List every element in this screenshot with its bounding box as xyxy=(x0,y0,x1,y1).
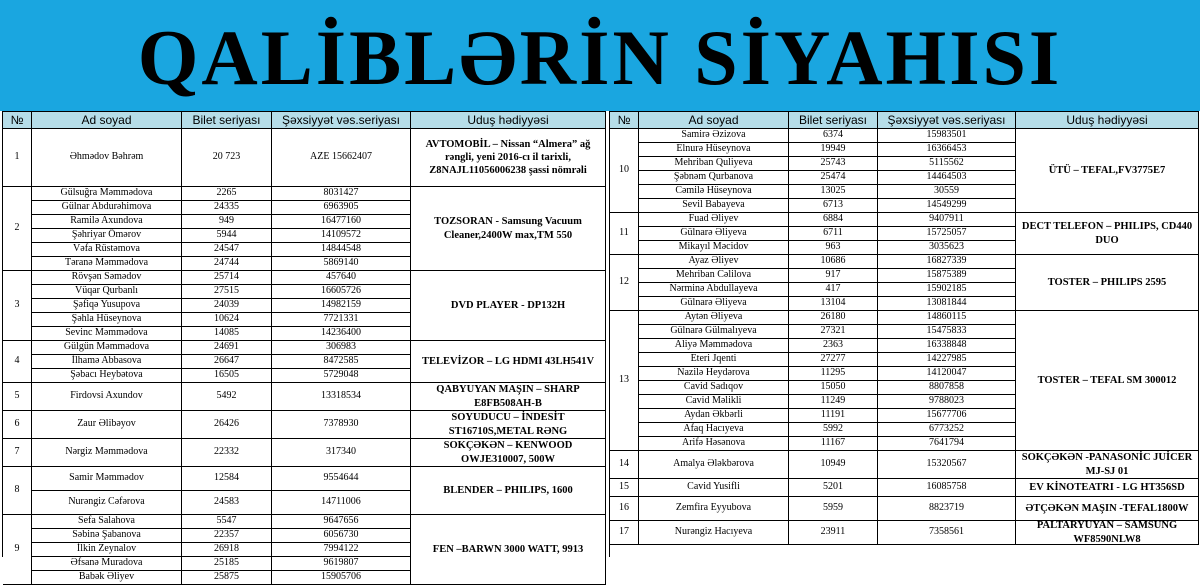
ticket-series: 26918 xyxy=(182,543,272,557)
group-number: 2 xyxy=(3,187,32,271)
winner-name: Şəhriyar Ömərov xyxy=(32,229,182,243)
id-series: 3035623 xyxy=(878,241,1016,255)
winner-name: Mehriban Quliyeva xyxy=(639,157,789,171)
id-series: 15902185 xyxy=(878,283,1016,297)
ticket-series: 5992 xyxy=(789,423,878,437)
winner-name: Fuad Əliyev xyxy=(639,213,789,227)
header-prize: Uduş hədiyyəsi xyxy=(411,112,606,129)
ticket-series: 26426 xyxy=(182,411,272,439)
ticket-series: 6374 xyxy=(789,129,878,143)
group-number: 11 xyxy=(610,213,639,255)
winner-name: İlhamə Abbasova xyxy=(32,355,182,369)
id-series: 9788023 xyxy=(878,395,1016,409)
prize: ÜTÜ – TEFAL,FV3775E7 xyxy=(1016,129,1199,213)
winners-table-right xyxy=(609,111,1199,557)
winner-name: Sefa Salahova xyxy=(32,515,182,529)
winner-name: Nərminə Abdullayeva xyxy=(639,283,789,297)
winner-name: Firdovsi Axundov xyxy=(32,383,182,411)
group-number: 7 xyxy=(3,439,32,467)
ticket-series: 10624 xyxy=(182,313,272,327)
id-series: 15725057 xyxy=(878,227,1016,241)
id-series: 9647656 xyxy=(272,515,411,529)
winner-name: Rövşən Səmədov xyxy=(32,271,182,285)
header-ticket-series: Bilet seriyası xyxy=(789,112,878,129)
winner-name: Şəbnəm Qurbanova xyxy=(639,171,789,185)
ticket-series: 27277 xyxy=(789,353,878,367)
id-series: 16338848 xyxy=(878,339,1016,353)
id-series: 16827339 xyxy=(878,255,1016,269)
ticket-series: 27515 xyxy=(182,285,272,299)
id-series: 7994122 xyxy=(272,543,411,557)
ticket-series: 917 xyxy=(789,269,878,283)
winner-name: Zaur Əlibəyov xyxy=(32,411,182,439)
header-name: Ad soyad xyxy=(639,112,789,129)
title-banner xyxy=(0,0,1200,111)
id-series: 7378930 xyxy=(272,411,411,439)
group-number: 14 xyxy=(610,451,639,479)
ticket-series: 5201 xyxy=(789,479,878,497)
ticket-series: 25474 xyxy=(789,171,878,185)
winner-name: Ayaz Əliyev xyxy=(639,255,789,269)
id-series: 5115562 xyxy=(878,157,1016,171)
id-series: 6963905 xyxy=(272,201,411,215)
ticket-series: 19949 xyxy=(789,143,878,157)
ticket-series: 6884 xyxy=(789,213,878,227)
group-number: 3 xyxy=(3,271,32,341)
header-prize: Uduş hədiyyəsi xyxy=(1016,112,1199,129)
id-series: 15475833 xyxy=(878,325,1016,339)
ticket-series: 13025 xyxy=(789,185,878,199)
id-series: 13081844 xyxy=(878,297,1016,311)
winner-name: Vüqar Qurbanlı xyxy=(32,285,182,299)
winner-name: Amalya Ələkbərova xyxy=(639,451,789,479)
winner-name: Babək Əliyev xyxy=(32,571,182,585)
ticket-series: 25743 xyxy=(789,157,878,171)
group-number: 12 xyxy=(610,255,639,311)
id-series: 30559 xyxy=(878,185,1016,199)
id-series: 6056730 xyxy=(272,529,411,543)
prize: QABYUYAN MAŞIN – SHARP E8FB508AH-B xyxy=(411,383,606,411)
winner-name: Sevil Babayeva xyxy=(639,199,789,213)
winner-name: Əhmədov Bəhrəm xyxy=(32,129,182,187)
winner-name: Zemfira Eyyubova xyxy=(639,497,789,521)
ticket-series: 25875 xyxy=(182,571,272,585)
id-series: 14711006 xyxy=(272,491,411,515)
group-number: 17 xyxy=(610,521,639,545)
ticket-series: 5959 xyxy=(789,497,878,521)
ticket-series: 16505 xyxy=(182,369,272,383)
ticket-series: 24547 xyxy=(182,243,272,257)
winner-name: Səbinə Şabanova xyxy=(32,529,182,543)
winner-name: Sevinc Məmmədova xyxy=(32,327,182,341)
group-number: 10 xyxy=(610,129,639,213)
prize: AVTOMOBİL – Nissan “Almera” ağ rəngli, yeni 2016-cı il tarixli, Z8NAJL11056006238 şassi nömrəli xyxy=(411,129,606,187)
id-series: 14109572 xyxy=(272,229,411,243)
ticket-series: 2363 xyxy=(789,339,878,353)
prize: FEN –BARWN 3000 WATT, 9913 xyxy=(411,515,606,585)
winner-name: Nərgiz Məmmədova xyxy=(32,439,182,467)
ticket-series: 14085 xyxy=(182,327,272,341)
ticket-series: 5944 xyxy=(182,229,272,243)
winner-name: Təranə Məmmədova xyxy=(32,257,182,271)
id-series: 15677706 xyxy=(878,409,1016,423)
prize: TOZSORAN - Samsung Vacuum Cleaner,2400W max,TM 550 xyxy=(411,187,606,271)
id-series: 9554644 xyxy=(272,467,411,491)
ticket-series: 11191 xyxy=(789,409,878,423)
ticket-series: 24335 xyxy=(182,201,272,215)
ticket-series: 6711 xyxy=(789,227,878,241)
id-series: 8472585 xyxy=(272,355,411,369)
winner-name: Nurəngiz Hacıyeva xyxy=(639,521,789,545)
winner-name: Cəmilə Hüseynova xyxy=(639,185,789,199)
prize: SOKÇƏKƏN -PANASONİC JUİCER MJ-SJ 01 xyxy=(1016,451,1199,479)
winner-name: Samirə Əzizova xyxy=(639,129,789,143)
prize: TOSTER – TEFAL SM 300012 xyxy=(1016,311,1199,451)
winner-name: Şəhla Hüseynova xyxy=(32,313,182,327)
ticket-series: 27321 xyxy=(789,325,878,339)
ticket-series: 24039 xyxy=(182,299,272,313)
ticket-series: 23911 xyxy=(789,521,878,545)
winners-table-left xyxy=(2,111,606,583)
header-number: № xyxy=(610,112,639,129)
id-series: 9619807 xyxy=(272,557,411,571)
prize: SOKÇƏKƏN – KENWOOD OWJE310007, 500W xyxy=(411,439,606,467)
ticket-series: 26180 xyxy=(789,311,878,325)
winner-name: Gülgün Məmmədova xyxy=(32,341,182,355)
prize: PALTARYUYAN – SAMSUNG WF8590NLW8 xyxy=(1016,521,1199,545)
id-series: 457640 xyxy=(272,271,411,285)
ticket-series: 5547 xyxy=(182,515,272,529)
id-series: 14120047 xyxy=(878,367,1016,381)
ticket-series: 25714 xyxy=(182,271,272,285)
ticket-series: 963 xyxy=(789,241,878,255)
group-number: 16 xyxy=(610,497,639,521)
header-id-series: Şəxsiyyət vəs.seriyası xyxy=(272,112,411,129)
winner-name: Gülsuğra Məmmədova xyxy=(32,187,182,201)
winner-name: Cavid Yusifli xyxy=(639,479,789,497)
id-series: 8823719 xyxy=(878,497,1016,521)
ticket-series: 2265 xyxy=(182,187,272,201)
header-id-series: Şəxsiyyət vəs.seriyası xyxy=(878,112,1016,129)
id-series: 317340 xyxy=(272,439,411,467)
prize: TELEVİZOR – LG HDMI 43LH541V xyxy=(411,341,606,383)
winner-name: Samir Məmmədov xyxy=(32,467,182,491)
winner-name: Aydan Əkbərli xyxy=(639,409,789,423)
ticket-series: 11167 xyxy=(789,437,878,451)
winner-name: Arifə Həsənova xyxy=(639,437,789,451)
ticket-series: 949 xyxy=(182,215,272,229)
winner-name: Mehriban Cəlilova xyxy=(639,269,789,283)
ticket-series: 11249 xyxy=(789,395,878,409)
group-number: 1 xyxy=(3,129,32,187)
group-number: 4 xyxy=(3,341,32,383)
id-series: 16605726 xyxy=(272,285,411,299)
winner-name: Gülnarə Əliyeva xyxy=(639,297,789,311)
id-series: 5869140 xyxy=(272,257,411,271)
ticket-series: 20 723 xyxy=(182,129,272,187)
id-series: 306983 xyxy=(272,341,411,355)
winner-name: Aytən Əliyeva xyxy=(639,311,789,325)
ticket-series: 5492 xyxy=(182,383,272,411)
winner-name: Elnurə Hüseynova xyxy=(639,143,789,157)
winner-name: Şəbacı Heybətova xyxy=(32,369,182,383)
winner-name: Ramilə Axundova xyxy=(32,215,182,229)
winner-name: Cavid Məlikli xyxy=(639,395,789,409)
winner-name: Əfsanə Muradova xyxy=(32,557,182,571)
ticket-series: 11295 xyxy=(789,367,878,381)
id-series: 14860115 xyxy=(878,311,1016,325)
id-series: 15875389 xyxy=(878,269,1016,283)
group-number: 9 xyxy=(3,515,32,585)
ticket-series: 26647 xyxy=(182,355,272,369)
ticket-series: 24583 xyxy=(182,491,272,515)
id-series: 7641794 xyxy=(878,437,1016,451)
header-ticket-series: Bilet seriyası xyxy=(182,112,272,129)
ticket-series: 22332 xyxy=(182,439,272,467)
prize: EV KİNOTEATRI - LG HT356SD xyxy=(1016,479,1199,497)
group-number: 13 xyxy=(610,311,639,451)
id-series: 14227985 xyxy=(878,353,1016,367)
ticket-series: 13104 xyxy=(789,297,878,311)
ticket-series: 25185 xyxy=(182,557,272,571)
ticket-series: 12584 xyxy=(182,467,272,491)
id-series: 7358561 xyxy=(878,521,1016,545)
id-series: 5729048 xyxy=(272,369,411,383)
id-series: AZE 15662407 xyxy=(272,129,411,187)
ticket-series: 417 xyxy=(789,283,878,297)
id-series: 15320567 xyxy=(878,451,1016,479)
prize: DECT TELEFON – PHILIPS, CD440 DUO xyxy=(1016,213,1199,255)
id-series: 16366453 xyxy=(878,143,1016,157)
ticket-series: 22357 xyxy=(182,529,272,543)
winner-name: İlkin Zeynalov xyxy=(32,543,182,557)
id-series: 14982159 xyxy=(272,299,411,313)
winner-name: Eteri Jqenti xyxy=(639,353,789,367)
ticket-series: 24744 xyxy=(182,257,272,271)
winner-name: Nazilə Heydərova xyxy=(639,367,789,381)
winner-name: Gülnar Abdurəhimova xyxy=(32,201,182,215)
winner-name: Şəfiqə Yusupova xyxy=(32,299,182,313)
header-number: № xyxy=(3,112,32,129)
id-series: 14549299 xyxy=(878,199,1016,213)
header-name: Ad soyad xyxy=(32,112,182,129)
group-number: 6 xyxy=(3,411,32,439)
group-number: 8 xyxy=(3,467,32,515)
id-series: 9407911 xyxy=(878,213,1016,227)
winner-name: Cavid Sadıqov xyxy=(639,381,789,395)
id-series: 14464503 xyxy=(878,171,1016,185)
id-series: 8807858 xyxy=(878,381,1016,395)
id-series: 14236400 xyxy=(272,327,411,341)
group-number: 5 xyxy=(3,383,32,411)
winner-name: Gülnarə Əliyeva xyxy=(639,227,789,241)
id-series: 15905706 xyxy=(272,571,411,585)
ticket-series: 15050 xyxy=(789,381,878,395)
winner-name: Gülnarə Gülmalıyeva xyxy=(639,325,789,339)
winner-name: Aliyə Məmmədova xyxy=(639,339,789,353)
winner-name: Mikayıl Məcidov xyxy=(639,241,789,255)
page-title: QALİBLƏRİN SİYAHISI xyxy=(137,13,1063,101)
ticket-series: 24691 xyxy=(182,341,272,355)
id-series: 6773252 xyxy=(878,423,1016,437)
ticket-series: 10949 xyxy=(789,451,878,479)
id-series: 15983501 xyxy=(878,129,1016,143)
id-series: 16085758 xyxy=(878,479,1016,497)
prize: SOYUDUCU – İNDESİT ST16710S,METAL RƏNG xyxy=(411,411,606,439)
ticket-series: 10686 xyxy=(789,255,878,269)
prize: TOSTER – PHILIPS 2595 xyxy=(1016,255,1199,311)
winner-name: Vəfa Rüstəmova xyxy=(32,243,182,257)
prize: DVD PLAYER - DP132H xyxy=(411,271,606,341)
prize: ƏTÇƏKƏN MAŞIN -TEFAL1800W xyxy=(1016,497,1199,521)
prize: BLENDER – PHILIPS, 1600 xyxy=(411,467,606,515)
ticket-series: 6713 xyxy=(789,199,878,213)
id-series: 7721331 xyxy=(272,313,411,327)
id-series: 16477160 xyxy=(272,215,411,229)
winner-name: Afaq Hacıyeva xyxy=(639,423,789,437)
id-series: 8031427 xyxy=(272,187,411,201)
id-series: 14844548 xyxy=(272,243,411,257)
group-number: 15 xyxy=(610,479,639,497)
winner-name: Nurəngiz Cəfərova xyxy=(32,491,182,515)
id-series: 13318534 xyxy=(272,383,411,411)
